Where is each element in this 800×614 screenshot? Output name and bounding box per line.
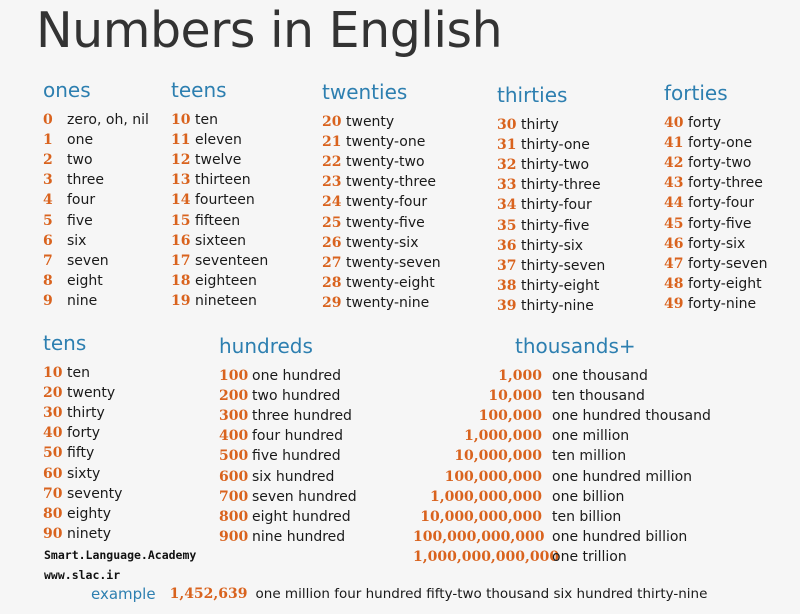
ones-row bbox=[43, 150, 149, 170]
number-digits: 11 bbox=[171, 132, 191, 149]
number-words: forty-nine bbox=[688, 295, 757, 312]
forties-row bbox=[664, 294, 768, 314]
teens-row bbox=[171, 231, 268, 251]
number-words: thirty-one bbox=[521, 137, 590, 154]
number-digits: 43 bbox=[664, 175, 684, 192]
number-words: forty-one bbox=[688, 135, 753, 152]
thirties-row bbox=[497, 115, 605, 135]
thousands-row bbox=[413, 466, 711, 486]
twenties-heading: twenties bbox=[322, 80, 408, 104]
number-digits: 9 bbox=[43, 292, 53, 309]
number-digits: 4 bbox=[43, 192, 53, 209]
twenties-row bbox=[322, 132, 441, 152]
teens-row bbox=[171, 130, 268, 150]
twenties-row bbox=[322, 212, 441, 232]
thirties-row bbox=[497, 276, 605, 296]
number-words: ten bbox=[195, 112, 218, 129]
academy-website: www.slac.ir bbox=[44, 568, 121, 582]
hundreds-row bbox=[219, 446, 357, 466]
number-words: fifteen bbox=[195, 212, 241, 229]
number-digits: 300 bbox=[219, 408, 249, 425]
number-words: fifty bbox=[67, 445, 95, 462]
academy-credit bbox=[44, 545, 196, 585]
example-line bbox=[91, 585, 707, 603]
number-words: nine hundred bbox=[252, 528, 346, 545]
number-digits: 7 bbox=[43, 252, 53, 269]
number-words: ten billion bbox=[552, 508, 622, 525]
number-words: five bbox=[67, 212, 93, 229]
number-words: fourteen bbox=[195, 192, 255, 209]
academy-name: Smart.Language.Academy bbox=[44, 548, 197, 562]
number-digits: 20 bbox=[322, 114, 342, 131]
thousands-heading: thousands+ bbox=[515, 334, 636, 358]
tens-row bbox=[43, 504, 122, 524]
twenties-row bbox=[322, 273, 441, 293]
number-digits: 800 bbox=[219, 508, 249, 525]
number-words: seven bbox=[67, 252, 109, 269]
number-digits: 10 bbox=[171, 112, 191, 129]
hundreds-column bbox=[219, 334, 357, 547]
teens-row bbox=[171, 251, 268, 271]
ones-row bbox=[43, 170, 149, 190]
number-words: thirteen bbox=[195, 172, 251, 189]
number-digits: 34 bbox=[497, 197, 517, 214]
twenties-row bbox=[322, 172, 441, 192]
thousands-column bbox=[413, 334, 711, 567]
teens-row bbox=[171, 291, 268, 311]
number-digits: 18 bbox=[171, 272, 191, 289]
number-digits: 21 bbox=[322, 134, 342, 151]
number-digits: 24 bbox=[322, 194, 342, 211]
number-digits: 44 bbox=[664, 195, 684, 212]
forties-row bbox=[664, 193, 768, 213]
number-digits: 100 bbox=[219, 368, 249, 385]
number-words: twenty bbox=[346, 114, 395, 131]
forties-row bbox=[664, 113, 768, 133]
example-number: 1,452,639 bbox=[169, 586, 248, 602]
number-words: twenty-four bbox=[346, 194, 428, 211]
number-words: forty-four bbox=[688, 195, 754, 212]
ones-row bbox=[43, 210, 149, 230]
tens-column bbox=[43, 331, 122, 544]
number-words: twelve bbox=[195, 152, 242, 169]
number-digits: 14 bbox=[171, 192, 191, 209]
hundreds-row bbox=[219, 366, 357, 386]
thousands-row bbox=[413, 527, 711, 547]
thirties-row bbox=[497, 296, 605, 316]
thirties-row bbox=[497, 175, 605, 195]
number-digits: 400 bbox=[219, 428, 249, 445]
number-digits: 45 bbox=[664, 215, 684, 232]
thirties-row bbox=[497, 195, 605, 215]
number-words: twenty-eight bbox=[346, 274, 435, 291]
number-words: forty-six bbox=[688, 235, 746, 252]
number-digits: 10 bbox=[43, 365, 63, 382]
number-digits: 80 bbox=[43, 505, 63, 522]
number-words: one billion bbox=[552, 488, 625, 505]
number-digits: 60 bbox=[43, 465, 63, 482]
number-digits: 10,000 bbox=[488, 388, 542, 405]
number-digits: 70 bbox=[43, 485, 63, 502]
forties-heading: forties bbox=[664, 81, 728, 105]
number-words: eighteen bbox=[195, 272, 257, 289]
hundreds-row bbox=[219, 527, 357, 547]
number-digits: 10,000,000,000 bbox=[420, 508, 542, 525]
number-digits: 1,000 bbox=[498, 368, 542, 385]
teens-row bbox=[171, 170, 268, 190]
number-digits: 49 bbox=[664, 295, 684, 312]
hundreds-heading: hundreds bbox=[219, 334, 313, 358]
ones-row bbox=[43, 231, 149, 251]
teens-row bbox=[171, 110, 268, 130]
forties-row bbox=[664, 274, 768, 294]
number-digits: 48 bbox=[664, 275, 684, 292]
tens-row bbox=[43, 524, 122, 544]
number-words: forty bbox=[67, 425, 101, 442]
number-words: one hundred million bbox=[552, 468, 693, 485]
number-words: forty-five bbox=[688, 215, 752, 232]
number-digits: 3 bbox=[43, 172, 53, 189]
thousands-row bbox=[413, 446, 711, 466]
teens-row bbox=[171, 190, 268, 210]
hundreds-row bbox=[219, 466, 357, 486]
number-digits: 100,000,000 bbox=[444, 468, 542, 485]
number-digits: 28 bbox=[322, 274, 342, 291]
number-words: one bbox=[67, 132, 94, 149]
number-words: three bbox=[67, 172, 105, 189]
number-words: ten bbox=[67, 365, 90, 382]
forties-column bbox=[664, 81, 768, 314]
number-words: nine bbox=[67, 292, 98, 309]
number-words: thirty-six bbox=[521, 237, 584, 254]
number-digits: 26 bbox=[322, 234, 342, 251]
number-words: four hundred bbox=[252, 428, 344, 445]
number-digits: 900 bbox=[219, 528, 249, 545]
number-words: thirty bbox=[521, 117, 559, 134]
ones-row bbox=[43, 130, 149, 150]
number-words: thirty-four bbox=[521, 197, 592, 214]
number-words: nineteen bbox=[195, 292, 257, 309]
hundreds-row bbox=[219, 487, 357, 507]
number-digits: 16 bbox=[171, 232, 191, 249]
number-words: eleven bbox=[195, 132, 242, 149]
ones-heading: ones bbox=[43, 78, 91, 102]
ones-row bbox=[43, 190, 149, 210]
thousands-row bbox=[413, 426, 711, 446]
number-digits: 23 bbox=[322, 174, 342, 191]
thirties-row bbox=[497, 215, 605, 235]
hundreds-row bbox=[219, 386, 357, 406]
twenties-row bbox=[322, 293, 441, 313]
thirties-heading: thirties bbox=[497, 83, 568, 107]
number-digits: 10,000,000 bbox=[454, 448, 542, 465]
forties-row bbox=[664, 234, 768, 254]
tens-row bbox=[43, 403, 122, 423]
number-words: one million bbox=[552, 428, 630, 445]
number-digits: 1,000,000,000,000 bbox=[413, 548, 560, 565]
number-words: twenty-five bbox=[346, 214, 425, 231]
number-words: ten million bbox=[552, 448, 627, 465]
number-words: seventy bbox=[67, 485, 123, 502]
forties-row bbox=[664, 133, 768, 153]
number-digits: 17 bbox=[171, 252, 191, 269]
number-digits: 20 bbox=[43, 385, 63, 402]
number-digits: 19 bbox=[171, 292, 191, 309]
number-digits: 36 bbox=[497, 237, 517, 254]
number-words: two hundred bbox=[252, 388, 341, 405]
number-digits: 6 bbox=[43, 232, 53, 249]
teens-column bbox=[171, 78, 268, 311]
number-words: one trillion bbox=[552, 548, 627, 565]
number-words: forty-eight bbox=[688, 275, 762, 292]
number-words: one thousand bbox=[552, 368, 648, 385]
number-words: forty bbox=[688, 115, 722, 132]
example-words: one million four hundred fifty-two thousand six hundred thirty-nine bbox=[255, 586, 708, 602]
number-digits: 1 bbox=[43, 132, 53, 149]
number-words: three hundred bbox=[252, 408, 352, 425]
number-digits: 22 bbox=[322, 154, 342, 171]
number-digits: 0 bbox=[43, 112, 53, 129]
number-digits: 700 bbox=[219, 488, 249, 505]
hundreds-row bbox=[219, 406, 357, 426]
number-digits: 5 bbox=[43, 212, 53, 229]
twenties-row bbox=[322, 112, 441, 132]
forties-row bbox=[664, 254, 768, 274]
number-digits: 47 bbox=[664, 255, 684, 272]
thirties-column bbox=[497, 83, 605, 316]
number-words: thirty-seven bbox=[521, 257, 606, 274]
number-digits: 37 bbox=[497, 257, 517, 274]
number-words: forty-three bbox=[688, 175, 763, 192]
number-words: sixteen bbox=[195, 232, 247, 249]
thirties-row bbox=[497, 135, 605, 155]
number-words: seven hundred bbox=[252, 488, 357, 505]
twenties-row bbox=[322, 152, 441, 172]
number-digits: 27 bbox=[322, 254, 342, 271]
number-digits: 29 bbox=[322, 294, 342, 311]
number-words: twenty bbox=[67, 385, 116, 402]
number-words: twenty-three bbox=[346, 174, 437, 191]
number-words: eight hundred bbox=[252, 508, 351, 525]
number-words: sixty bbox=[67, 465, 101, 482]
tens-row bbox=[43, 363, 122, 383]
number-words: one hundred bbox=[252, 368, 341, 385]
thirties-row bbox=[497, 256, 605, 276]
thirties-row bbox=[497, 155, 605, 175]
number-digits: 200 bbox=[219, 388, 249, 405]
tens-row bbox=[43, 484, 122, 504]
ones-column bbox=[43, 78, 149, 311]
tens-row bbox=[43, 423, 122, 443]
tens-row bbox=[43, 463, 122, 483]
number-words: five hundred bbox=[252, 448, 341, 465]
number-words: thirty-nine bbox=[521, 297, 594, 314]
thousands-row bbox=[413, 547, 711, 567]
number-digits: 15 bbox=[171, 212, 191, 229]
number-digits: 13 bbox=[171, 172, 191, 189]
number-words: twenty-seven bbox=[346, 254, 441, 271]
number-words: twenty-two bbox=[346, 154, 425, 171]
twenties-row bbox=[322, 192, 441, 212]
ones-row bbox=[43, 291, 149, 311]
teens-row bbox=[171, 271, 268, 291]
tens-heading: tens bbox=[43, 331, 87, 355]
number-words: forty-two bbox=[688, 155, 752, 172]
number-words: forty-seven bbox=[688, 255, 768, 272]
thousands-row bbox=[413, 406, 711, 426]
ones-row bbox=[43, 251, 149, 271]
thousands-row bbox=[413, 386, 711, 406]
number-digits: 8 bbox=[43, 272, 53, 289]
number-digits: 50 bbox=[43, 445, 63, 462]
twenties-column bbox=[322, 80, 441, 313]
twenties-row bbox=[322, 253, 441, 273]
forties-row bbox=[664, 153, 768, 173]
number-digits: 40 bbox=[664, 115, 684, 132]
number-words: seventeen bbox=[195, 252, 269, 269]
number-digits: 90 bbox=[43, 525, 63, 542]
number-digits: 30 bbox=[43, 405, 63, 422]
number-digits: 40 bbox=[43, 425, 63, 442]
number-words: twenty-six bbox=[346, 234, 419, 251]
teens-row bbox=[171, 210, 268, 230]
thousands-row bbox=[413, 366, 711, 386]
number-words: thirty-two bbox=[521, 157, 590, 174]
number-digits: 32 bbox=[497, 157, 517, 174]
thousands-row bbox=[413, 487, 711, 507]
number-digits: 2 bbox=[43, 152, 53, 169]
number-digits: 100,000,000,000 bbox=[413, 528, 545, 545]
number-words: thirty-three bbox=[521, 177, 601, 194]
number-words: ninety bbox=[67, 525, 112, 542]
number-words: zero, oh, nil bbox=[67, 112, 149, 129]
number-digits: 33 bbox=[497, 177, 517, 194]
example-label: example bbox=[91, 585, 156, 603]
number-digits: 500 bbox=[219, 448, 249, 465]
teens-heading: teens bbox=[171, 78, 227, 102]
tens-row bbox=[43, 443, 122, 463]
tens-row bbox=[43, 383, 122, 403]
number-words: one hundred thousand bbox=[552, 408, 711, 425]
number-words: eighty bbox=[67, 505, 112, 522]
number-words: thirty-five bbox=[521, 217, 590, 234]
number-digits: 100,000 bbox=[478, 408, 542, 425]
number-digits: 39 bbox=[497, 297, 517, 314]
number-digits: 30 bbox=[497, 117, 517, 134]
number-words: ten thousand bbox=[552, 388, 645, 405]
teens-row bbox=[171, 150, 268, 170]
number-digits: 31 bbox=[497, 137, 517, 154]
forties-row bbox=[664, 213, 768, 233]
number-words: six bbox=[67, 232, 87, 249]
number-words: six hundred bbox=[252, 468, 335, 485]
number-digits: 38 bbox=[497, 277, 517, 294]
forties-row bbox=[664, 173, 768, 193]
number-words: eight bbox=[67, 272, 103, 289]
thirties-row bbox=[497, 236, 605, 256]
number-words: thirty bbox=[67, 405, 105, 422]
twenties-row bbox=[322, 233, 441, 253]
number-words: one hundred billion bbox=[552, 528, 688, 545]
number-digits: 35 bbox=[497, 217, 517, 234]
number-words: four bbox=[67, 192, 96, 209]
number-words: twenty-nine bbox=[346, 294, 430, 311]
page-title: Numbers in English bbox=[36, 2, 503, 59]
ones-row bbox=[43, 271, 149, 291]
number-digits: 25 bbox=[322, 214, 342, 231]
ones-row bbox=[43, 110, 149, 130]
number-digits: 1,000,000 bbox=[464, 428, 542, 445]
thousands-row bbox=[413, 507, 711, 527]
number-words: twenty-one bbox=[346, 134, 426, 151]
number-words: two bbox=[67, 152, 93, 169]
number-digits: 12 bbox=[171, 152, 191, 169]
number-digits: 41 bbox=[664, 135, 684, 152]
number-digits: 46 bbox=[664, 235, 684, 252]
number-digits: 1,000,000,000 bbox=[429, 488, 542, 505]
hundreds-row bbox=[219, 426, 357, 446]
number-digits: 600 bbox=[219, 468, 249, 485]
hundreds-row bbox=[219, 507, 357, 527]
number-digits: 42 bbox=[664, 155, 684, 172]
number-words: thirty-eight bbox=[521, 277, 600, 294]
